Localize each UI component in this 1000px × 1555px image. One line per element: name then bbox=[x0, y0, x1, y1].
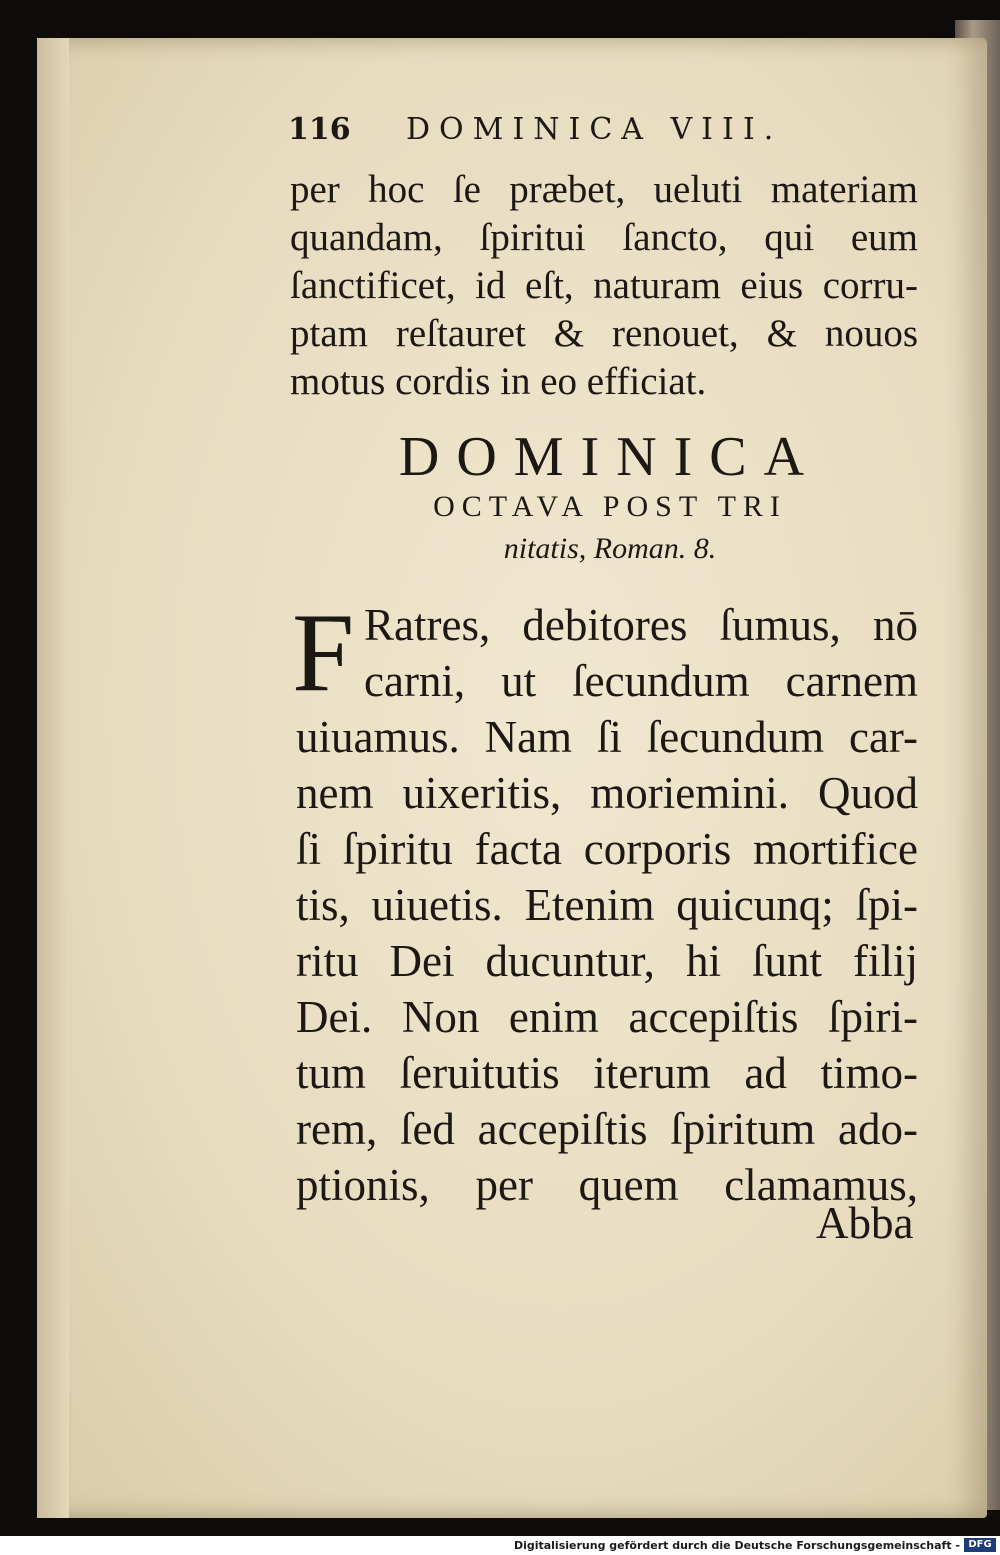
text-line: ſanctificet, id eſt, naturam eius corru- bbox=[290, 264, 918, 307]
text-line: ptionis, per quem clamamus, bbox=[296, 1160, 918, 1210]
section-reference: nitatis, Roman. 8. bbox=[503, 532, 717, 565]
page-number: 116 bbox=[288, 112, 351, 147]
text-line: ptam reſtauret & renouet, & nouos bbox=[290, 312, 918, 355]
section-heading: DOMINICA bbox=[398, 426, 822, 488]
text-line: Ratres, debitores ſumus, nō bbox=[364, 600, 918, 650]
funding-credit: Digitalisierung gefördert durch die Deutsche Forschungsgemeinschaft - bbox=[513, 1539, 960, 1552]
text-line: Dei. Non enim accepiſtis ſpiri- bbox=[296, 992, 918, 1042]
page-fold bbox=[37, 38, 69, 1518]
dfg-logo: DFG bbox=[964, 1538, 996, 1552]
text-line: ritu Dei ducuntur, hi ſunt filij bbox=[296, 936, 918, 986]
text-line: rem, ſed accepiſtis ſpiritum ado- bbox=[296, 1104, 918, 1154]
text-line: nem uixeritis, moriemini. Quod bbox=[296, 768, 918, 818]
section-subheading: OCTAVA POST TRI bbox=[433, 490, 787, 523]
running-title: DOMINICA VIII. bbox=[406, 112, 783, 147]
catchword: Abba bbox=[816, 1198, 914, 1248]
text-line: per hoc ſe præbet, ueluti materiam bbox=[290, 168, 918, 211]
text-line: quandam, ſpiritui ſancto, qui eum bbox=[290, 216, 918, 259]
running-head bbox=[288, 112, 928, 156]
text-line: carni, ut ſecundum carnem bbox=[364, 656, 918, 706]
continuation-text bbox=[290, 166, 930, 406]
text-line: motus cordis in eo efficiat. bbox=[290, 360, 707, 403]
text-line: tis, uiuetis. Etenim quicunq; ſpi- bbox=[296, 880, 918, 930]
main-text bbox=[296, 597, 926, 1213]
text-line: tum ſeruitutis iterum ad timo- bbox=[296, 1048, 918, 1098]
text-line: uiuamus. Nam ſi ſecundum car- bbox=[296, 712, 918, 762]
drop-cap-initial: F bbox=[292, 591, 355, 715]
text-line: ſi ſpiritu facta corporis mortifice bbox=[296, 824, 918, 874]
